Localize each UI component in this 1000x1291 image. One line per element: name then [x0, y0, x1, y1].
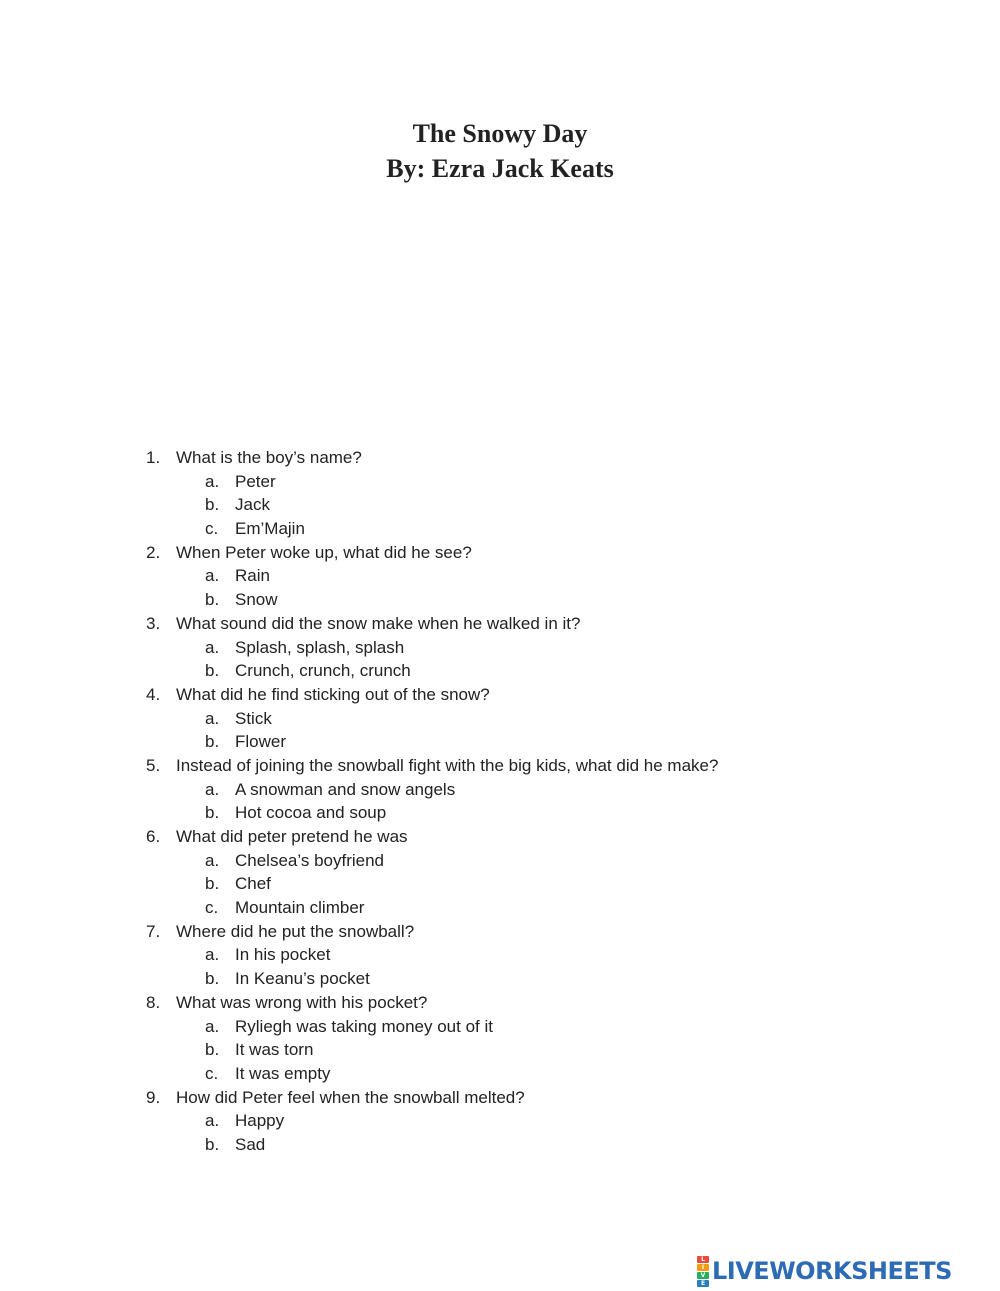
question-number: 1. — [146, 448, 161, 467]
option-letter: b. — [205, 1134, 220, 1154]
question-number: 7. — [146, 921, 161, 941]
liveworksheets-logo — [697, 1256, 952, 1286]
option-letter: a. — [205, 850, 220, 870]
liveworksheets-logo-icon — [697, 1256, 709, 1287]
answer-option — [0, 943, 1000, 967]
option-letter: b. — [205, 590, 220, 610]
answer-option — [0, 1109, 1000, 1133]
option-text: Peter — [235, 471, 276, 491]
option-letter: a. — [205, 1111, 220, 1131]
option-text: In Keanu’s pocket — [235, 969, 370, 989]
answer-option — [0, 1038, 1000, 1062]
option-text: Rain — [235, 566, 270, 586]
option-letter: b. — [205, 874, 220, 894]
option-text: Happy — [235, 1111, 285, 1131]
question-text: What did he find sticking out of the snow? — [176, 684, 490, 704]
answer-option — [0, 967, 1000, 991]
option-letter: a. — [205, 637, 220, 657]
option-text: Chelsea’s boyfriend — [235, 850, 384, 870]
answer-option — [0, 730, 1000, 754]
option-text: A snowman and snow angels — [235, 779, 456, 799]
answer-option — [0, 517, 1000, 541]
question-1 — [0, 446, 1000, 470]
answer-option — [0, 801, 1000, 825]
option-text: Em’Majin — [235, 519, 305, 539]
question-8 — [0, 991, 1000, 1015]
option-letter: b. — [205, 1040, 220, 1060]
answer-option — [0, 707, 1000, 731]
book-author: By: Ezra Jack Keats — [386, 154, 614, 183]
book-title: The Snowy Day — [412, 119, 588, 148]
option-letter: a. — [205, 471, 220, 491]
answer-option — [0, 1133, 1000, 1157]
worksheet-title — [0, 116, 1000, 186]
logo-block-icon: I — [697, 1264, 709, 1271]
option-text: Crunch, crunch, crunch — [235, 661, 411, 681]
question-7 — [0, 920, 1000, 944]
question-number: 4. — [146, 684, 161, 704]
option-letter: b. — [205, 732, 220, 752]
option-letter: c. — [205, 898, 219, 918]
option-letter: a. — [205, 708, 220, 728]
answer-option — [0, 849, 1000, 873]
answer-option — [0, 659, 1000, 683]
answer-option — [0, 588, 1000, 612]
liveworksheets-logo-text: LIVEWORKSHEETS — [712, 1257, 952, 1285]
logo-block-icon: V — [697, 1272, 709, 1279]
question-text: When Peter woke up, what did he see? — [176, 542, 472, 562]
question-6 — [0, 825, 1000, 849]
option-letter: b. — [205, 803, 220, 823]
logo-block-icon: E — [697, 1280, 709, 1287]
answer-option — [0, 872, 1000, 896]
answer-option — [0, 896, 1000, 920]
question-number: 9. — [146, 1087, 161, 1107]
option-letter: b. — [205, 969, 220, 989]
option-letter: c. — [205, 519, 219, 539]
option-text: Mountain climber — [235, 898, 365, 918]
question-5 — [0, 754, 1000, 778]
question-number: 2. — [146, 542, 161, 562]
question-text: What did peter pretend he was — [176, 827, 408, 846]
option-text: Hot cocoa and soup — [235, 803, 387, 823]
option-text: It was empty — [235, 1063, 331, 1083]
question-3 — [0, 612, 1000, 636]
option-letter: c. — [205, 1063, 219, 1083]
option-letter: a. — [205, 945, 220, 965]
question-2 — [0, 541, 1000, 565]
option-letter: a. — [205, 566, 220, 586]
answer-option — [0, 470, 1000, 494]
option-letter: a. — [205, 1016, 220, 1036]
option-text: Flower — [235, 732, 287, 752]
answer-option — [0, 1015, 1000, 1039]
logo-block-icon: L — [697, 1256, 709, 1263]
option-text: Sad — [235, 1134, 266, 1154]
option-text: It was torn — [235, 1040, 314, 1060]
question-text: How did Peter feel when the snowball melted? — [176, 1087, 525, 1107]
option-text: Jack — [235, 495, 270, 515]
option-letter: a. — [205, 779, 220, 799]
question-number: 8. — [146, 992, 161, 1012]
question-number: 5. — [146, 755, 161, 775]
question-text: What was wrong with his pocket? — [176, 992, 428, 1012]
question-4 — [0, 683, 1000, 707]
answer-option — [0, 778, 1000, 802]
question-text: What sound did the snow make when he walked in it? — [176, 613, 581, 633]
option-text: Ryliegh was taking money out of it — [235, 1016, 493, 1036]
question-number: 3. — [146, 613, 161, 633]
option-text: Stick — [235, 708, 272, 728]
option-text: Snow — [235, 590, 278, 610]
option-letter: b. — [205, 661, 220, 681]
answer-option — [0, 1062, 1000, 1086]
option-text: Chef — [235, 874, 271, 894]
question-text: Instead of joining the snowball fight with the big kids, what did he make? — [176, 755, 719, 775]
option-text: In his pocket — [235, 945, 331, 965]
question-9 — [0, 1086, 1000, 1110]
answer-option — [0, 636, 1000, 660]
question-number: 6. — [146, 827, 161, 846]
answer-option — [0, 493, 1000, 517]
option-text: Splash, splash, splash — [235, 637, 405, 657]
question-text: What is the boy’s name? — [176, 448, 362, 467]
question-text: Where did he put the snowball? — [176, 921, 415, 941]
answer-option — [0, 564, 1000, 588]
question-list — [0, 446, 1000, 1157]
option-letter: b. — [205, 495, 220, 515]
